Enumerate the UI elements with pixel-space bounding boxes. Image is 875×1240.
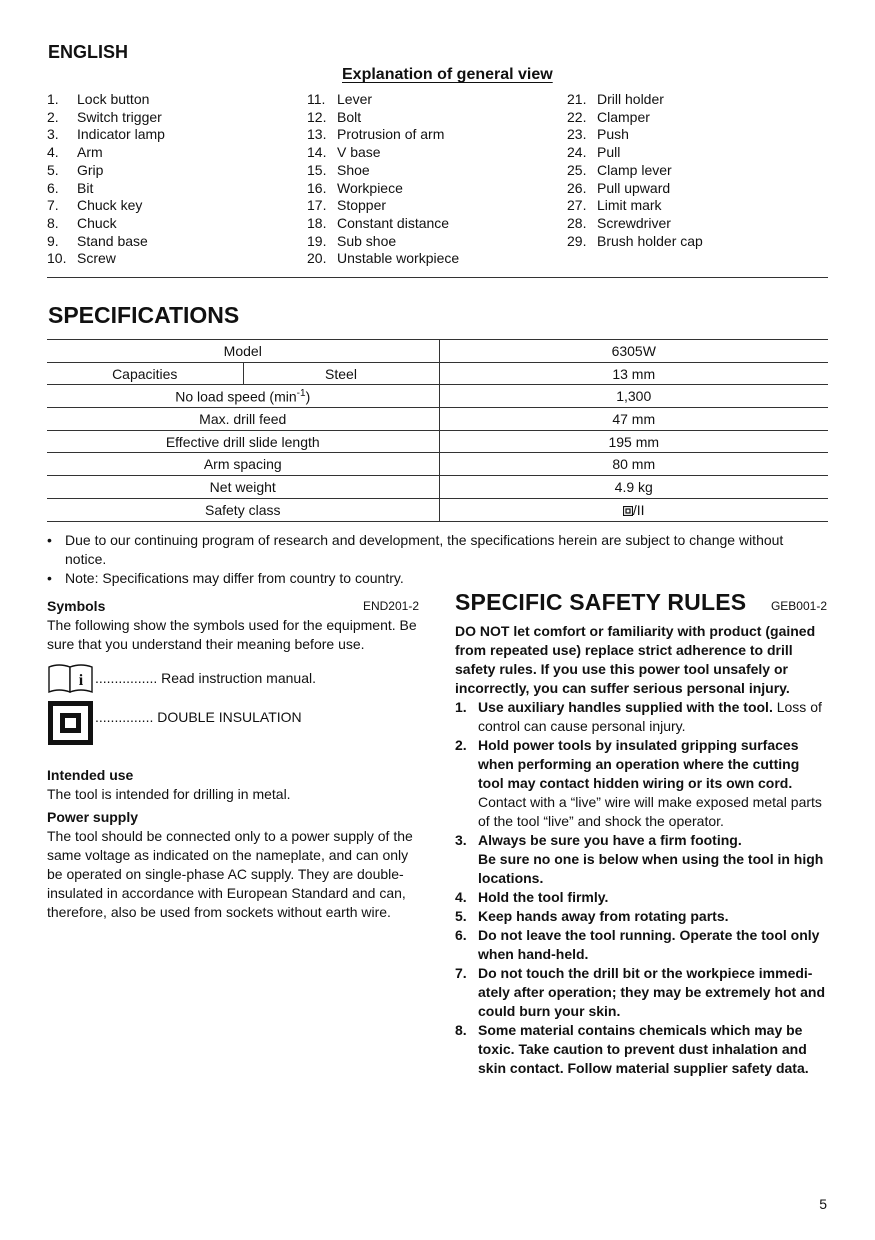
bullet-dot: •	[47, 570, 52, 586]
safety-rules-code: GEB001-2	[770, 599, 827, 613]
general-view-item	[567, 144, 703, 162]
safety-rule-item	[455, 926, 827, 964]
item-label: Screwdriver	[597, 214, 671, 231]
safety-rule-item	[455, 888, 827, 907]
general-view-title: Explanation of general view	[342, 66, 553, 83]
symbol-read-manual	[47, 662, 419, 694]
symbols-header	[47, 597, 419, 616]
rule-body	[478, 907, 729, 926]
rule-body	[478, 964, 827, 1021]
list-item	[47, 531, 827, 569]
general-view-item	[567, 109, 703, 127]
item-label: Workpiece	[337, 179, 403, 196]
item-number: 17.	[307, 197, 327, 214]
item-label: Push	[597, 126, 629, 143]
general-view-item	[47, 91, 165, 109]
item-label: Pull	[597, 144, 621, 161]
item-number: 7.	[47, 197, 59, 214]
note-text: Due to our continuing program of research and development, the specifications herein are subject to change without notice.	[65, 532, 784, 567]
read-manual-text: ................ Read instruction manual.	[95, 669, 316, 686]
item-label: Shoe	[337, 161, 370, 178]
rule-number: 5.	[455, 908, 467, 924]
general-view-item	[47, 144, 165, 162]
spec-value: 13 mm	[439, 362, 828, 385]
safety-class-value: /II	[632, 501, 645, 518]
spec-label-end: )	[305, 388, 311, 405]
general-view-item	[567, 180, 703, 198]
spec-label-superscript: -1	[296, 387, 306, 399]
general-view-item	[307, 109, 459, 127]
item-label: Bit	[77, 179, 94, 196]
general-view-item	[567, 162, 703, 180]
item-number: 21.	[567, 91, 587, 107]
item-number: 24.	[567, 144, 587, 161]
rule-bold-text: Keep hands away from rotating parts.	[478, 908, 729, 924]
rule-body	[478, 926, 827, 964]
general-view-item	[307, 126, 459, 144]
rule-bold-text: Always be sure you have a firm footing.	[478, 832, 742, 848]
item-label: Lever	[337, 91, 373, 107]
item-number: 27.	[567, 197, 587, 214]
safety-rules-header	[455, 589, 827, 616]
spec-row-net-weight	[47, 476, 828, 499]
list-item	[47, 569, 827, 588]
general-view-item	[307, 144, 459, 162]
item-label: Indicator lamp	[77, 126, 165, 143]
general-view-item	[47, 250, 165, 268]
general-view-column-2	[307, 91, 459, 268]
spec-row-max-drill-feed	[47, 408, 828, 431]
spec-label	[47, 385, 439, 408]
rule-bold-text: Hold the tool firmly.	[478, 889, 609, 905]
general-view-item	[47, 109, 165, 127]
item-label: Constant distance	[337, 214, 450, 231]
item-number: 5.	[47, 161, 59, 178]
book-info-icon	[47, 662, 95, 694]
specifications-table	[47, 339, 828, 522]
item-number: 29.	[567, 232, 587, 249]
spec-sublabel: Steel	[243, 362, 439, 385]
general-view-item	[567, 197, 703, 215]
item-label: Grip	[77, 161, 104, 178]
safety-rule-item	[455, 736, 827, 831]
intended-use-heading: Intended use	[47, 767, 134, 783]
item-label: Chuck key	[77, 197, 143, 214]
rule-body	[478, 888, 608, 907]
item-number: 28.	[567, 214, 587, 231]
general-view-item	[47, 197, 165, 215]
rule-number: 3.	[455, 832, 467, 848]
item-number: 18.	[307, 214, 327, 231]
item-number: 23.	[567, 126, 587, 143]
item-label: Brush holder cap	[597, 232, 703, 249]
rule-bold-text: Hold power tools by insulated gripping surfaces when performing an operation where the cutting tool may contact hidden wiring or its own cord.	[478, 737, 800, 791]
general-view-item	[307, 215, 459, 233]
spec-label: Net weight	[47, 476, 439, 499]
right-column	[455, 589, 827, 1078]
rule-bold-text: Some material contains chemicals which may be toxic. Take caution to prevent dust inhalation and skin contact. Follow material supplier safety data.	[478, 1022, 809, 1076]
safety-rule-item	[455, 907, 827, 926]
spec-value: 1,300	[439, 385, 828, 408]
safety-rule-item	[455, 1021, 827, 1078]
item-label: Stand base	[77, 232, 148, 249]
general-view-item	[307, 91, 459, 109]
item-label: Chuck	[77, 214, 117, 231]
item-number: 14.	[307, 144, 327, 161]
item-number: 15.	[307, 161, 327, 178]
general-view-column-3	[567, 91, 703, 250]
rule-bold-text: Use auxiliary handles supplied with the tool.	[478, 699, 773, 715]
rule-body	[478, 698, 827, 736]
item-number: 26.	[567, 179, 587, 196]
item-number: 11.	[307, 91, 326, 107]
rule-body	[478, 736, 827, 831]
left-column	[47, 597, 419, 922]
item-label: Protrusion of arm	[337, 126, 445, 143]
bullet-dot: •	[47, 532, 52, 548]
spec-label-text: No load speed (min	[175, 388, 297, 405]
rule-number: 7.	[455, 965, 467, 981]
spec-row-capacities	[47, 362, 828, 385]
spec-value: 195 mm	[439, 430, 828, 453]
rule-body	[478, 831, 827, 888]
double-insulation-small-icon	[623, 506, 633, 516]
general-view-item	[567, 126, 703, 144]
divider	[47, 277, 828, 278]
specifications-title: SPECIFICATIONS	[48, 302, 240, 328]
spec-label: Effective drill slide length	[47, 430, 439, 453]
item-number: 2.	[47, 108, 59, 125]
spec-row-slide-length	[47, 430, 828, 453]
symbol-double-insulation	[47, 700, 419, 746]
item-label: V base	[337, 144, 381, 161]
spec-value: 4.9 kg	[439, 476, 828, 499]
spec-label: Safety class	[47, 498, 439, 521]
general-view-column-1	[47, 91, 165, 268]
item-label: Stopper	[337, 197, 387, 214]
language-heading: ENGLISH	[48, 42, 129, 62]
spec-row-model	[47, 340, 828, 363]
item-label: Screw	[77, 250, 116, 267]
double-insulation-icon	[47, 700, 95, 746]
safety-rules-list	[455, 698, 827, 1078]
spec-value: 80 mm	[439, 453, 828, 476]
item-number: 8.	[47, 214, 59, 231]
double-insulation-text: ............... DOUBLE INSULATION	[95, 708, 302, 725]
item-number: 9.	[47, 232, 59, 249]
spec-label: Arm spacing	[47, 453, 439, 476]
item-label: Unstable workpiece	[337, 250, 460, 267]
item-label: Sub shoe	[337, 232, 397, 249]
spec-value: 6305W	[439, 340, 828, 363]
rule-regular-text: Contact with a “live” wire will make exposed metal parts of the tool “live” and shock the operator.	[478, 794, 822, 829]
item-number: 19.	[307, 232, 327, 249]
rule-number: 8.	[455, 1022, 467, 1038]
general-view-item	[47, 180, 165, 198]
page-number: 5	[819, 1196, 827, 1212]
symbols-code: END201-2	[362, 599, 419, 613]
intended-use-text: The tool is intended for drilling in metal.	[47, 786, 291, 802]
symbols-intro: The following show the symbols used for the equipment. Be sure that you understand their meaning before use.	[47, 617, 417, 652]
safety-rule-item	[455, 964, 827, 1021]
item-number: 3.	[47, 126, 59, 143]
rule-body	[478, 1021, 827, 1078]
safety-rules-title: SPECIFIC SAFETY RULES	[455, 589, 747, 615]
rule-number: 6.	[455, 927, 467, 943]
spec-notes	[47, 531, 827, 588]
safety-rules-intro: DO NOT let comfort or familiarity with product (gained from repeated use) replace strict adherence to drill safety rules. If you use this power tool unsafely or incorrectly, you can suffer serious personal injury.	[455, 623, 816, 696]
item-number: 4.	[47, 144, 59, 161]
item-label: Clamp lever	[597, 161, 672, 178]
item-label: Clamper	[597, 108, 650, 125]
item-label: Switch trigger	[77, 108, 162, 125]
general-view-item	[307, 250, 459, 268]
spec-label: Max. drill feed	[47, 408, 439, 431]
safety-rule-item	[455, 831, 827, 888]
general-view-item	[307, 197, 459, 215]
item-number: 12.	[307, 108, 327, 125]
item-label: Drill holder	[597, 91, 664, 107]
item-number: 16.	[307, 179, 327, 196]
safety-rule-item	[455, 698, 827, 736]
power-supply-text: The tool should be connected only to a power supply of the same voltage as indicated on the nameplate, and can only be operated on single-phase AC supply. They are double-insulated in accordance with European Standard and can, therefore, also be used from sockets without earth wire.	[47, 828, 413, 920]
note-text: Note: Specifications may differ from country to country.	[65, 570, 404, 586]
general-view-item	[47, 215, 165, 233]
item-number: 6.	[47, 179, 59, 196]
general-view-item	[47, 162, 165, 180]
general-view-item	[567, 215, 703, 233]
rule-regular-text: Loss of control can cause personal injury.	[478, 699, 822, 734]
general-view-item	[47, 233, 165, 251]
power-supply-heading: Power supply	[47, 809, 139, 825]
spec-row-no-load-speed	[47, 385, 828, 408]
item-number: 10.	[47, 250, 67, 267]
item-label: Arm	[77, 144, 103, 161]
general-view-item	[567, 91, 703, 109]
item-label: Bolt	[337, 108, 362, 125]
item-label: Limit mark	[597, 197, 662, 214]
rule-number: 2.	[455, 737, 467, 753]
item-number: 22.	[567, 108, 587, 125]
rule-number: 4.	[455, 889, 467, 905]
item-number: 20.	[307, 250, 327, 267]
general-view-item	[307, 162, 459, 180]
rule-bold-text: Do not leave the tool running. Operate the tool only when hand-held.	[478, 927, 820, 962]
spec-label: Model	[47, 340, 439, 363]
item-label: Lock button	[77, 91, 150, 107]
general-view-item	[567, 233, 703, 251]
spec-label: Capacities	[47, 362, 243, 385]
spec-value	[439, 498, 828, 521]
general-view-item	[307, 180, 459, 198]
svg-text:i: i	[78, 672, 84, 689]
rule-bold-text: Do not touch the drill bit or the workpiece immedi-ately after operation; they may be extremely hot and could burn your skin.	[478, 965, 825, 1019]
spec-value: 47 mm	[439, 408, 828, 431]
rule-bold-text-2: Be sure no one is below when using the tool in high locations.	[478, 851, 824, 886]
general-view-item	[47, 126, 165, 144]
item-number: 1.	[47, 91, 59, 107]
spec-row-arm-spacing	[47, 453, 828, 476]
symbols-heading: Symbols	[47, 598, 106, 614]
general-view-item	[307, 233, 459, 251]
rule-number: 1.	[455, 699, 467, 715]
item-number: 13.	[307, 126, 327, 143]
item-label: Pull upward	[597, 179, 671, 196]
item-number: 25.	[567, 161, 587, 178]
spec-row-safety-class	[47, 498, 828, 521]
